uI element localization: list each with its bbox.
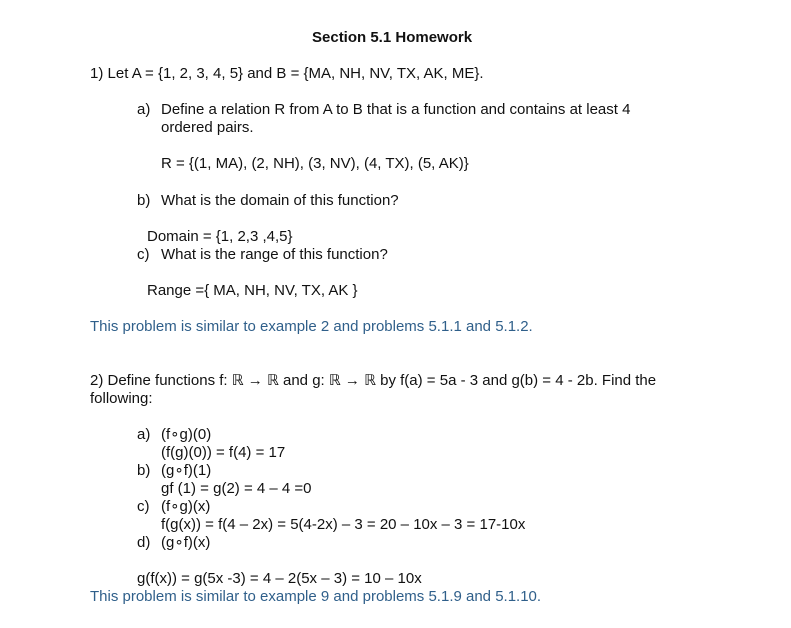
problem1-b-answer: Domain = {1, 2,3 ,4,5} [147,228,293,245]
problem2-b-question: (g∘f)(1) [161,462,212,479]
problem1-a-label: a) [137,101,151,118]
problem1-b-label: b) [137,192,151,209]
page-title: Section 5.1 Homework [312,29,473,46]
problem1-a-question-line2: ordered pairs. [161,119,254,136]
problem2-a-question: (f∘g)(0) [161,426,212,443]
problem2-c-label: c) [137,498,150,515]
problem2-d-answer: g(f(x)) = g(5x -3) = 4 – 2(5x – 3) = 10 – 10x [137,570,422,587]
problem2-statement-line2: following: [90,390,153,407]
problem1-c-label: c) [137,246,150,263]
problem1-c-question: What is the range of this function? [161,246,388,263]
problem1-a-answer: R = {(1, MA), (2, NH), (3, NV), (4, TX), (5, AK)} [161,155,469,172]
problem1-note: This problem is similar to example 2 and problems 5.1.1 and 5.1.2. [90,318,533,335]
problem2-a-label: a) [137,426,151,443]
problem1-c-answer: Range ={ MA, NH, NV, TX, AK } [147,282,358,299]
problem2-note: This problem is similar to example 9 and problems 5.1.9 and 5.1.10. [90,588,542,605]
problem2-c-answer: f(g(x)) = f(4 – 2x) = 5(4-2x) – 3 = 20 – 10x – 3 = 17-10x [161,516,526,533]
problem2-d-label: d) [137,534,151,551]
problem2-statement-line1: 2) Define functions f: ℝ → ℝ and g: ℝ → ℝ by f(a) = 5a - 3 and g(b) = 4 - 2b. Find the [90,372,657,389]
problem2-b-label: b) [137,462,151,479]
problem2-c-question: (f∘g)(x) [161,498,211,515]
problem2-a-answer: (f(g)(0)) = f(4) = 17 [161,444,286,461]
problem1-a-question-line1: Define a relation R from A to B that is a function and contains at least 4 [161,101,631,118]
problem1-b-question: What is the domain of this function? [161,192,399,209]
problem2-b-answer: gf (1) = g(2) = 4 – 4 =0 [161,480,312,497]
problem1-statement: 1) Let A = {1, 2, 3, 4, 5} and B = {MA, NH, NV, TX, AK, ME}. [90,65,484,82]
problem2-d-question: (g∘f)(x) [161,534,211,551]
